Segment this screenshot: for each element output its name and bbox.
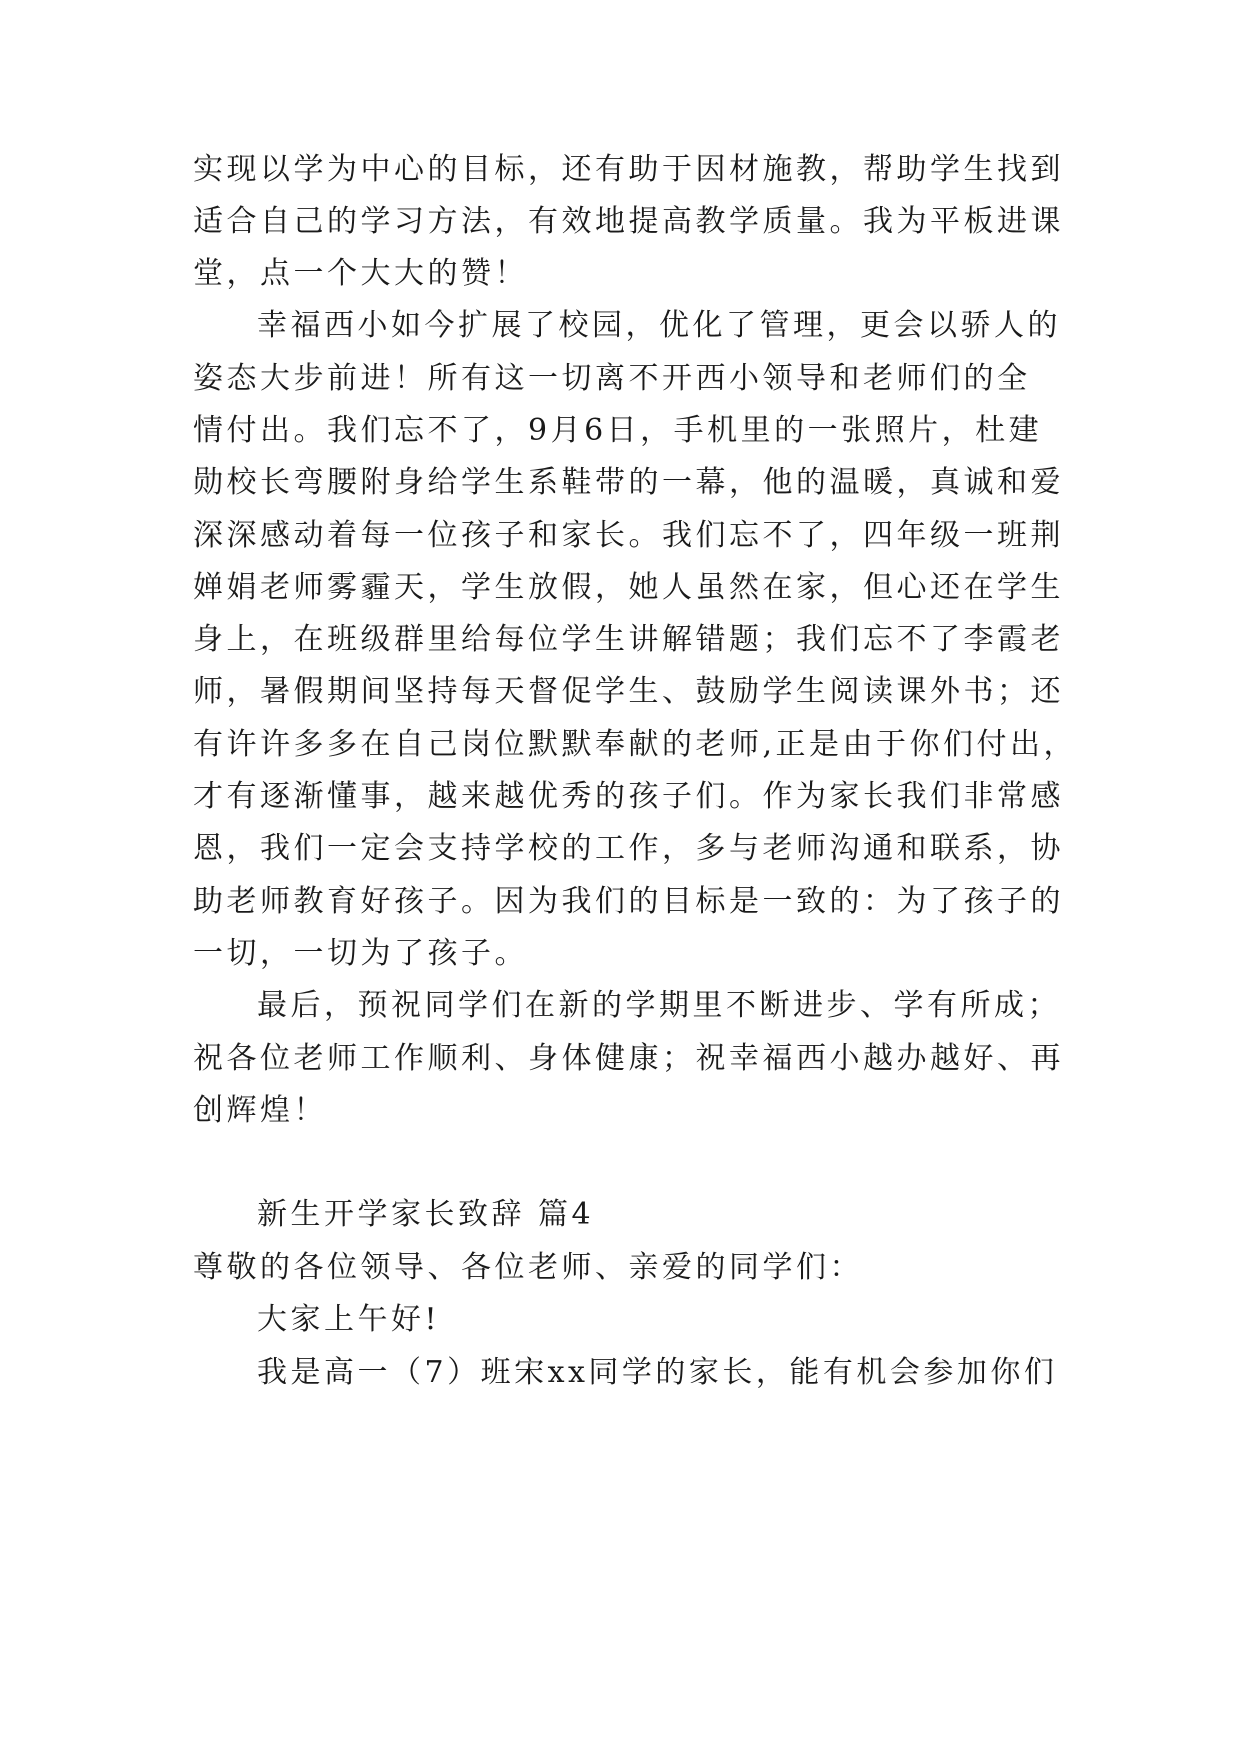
paragraph-2-line-7: 身上，在班级群里给每位学生讲解错题；我们忘不了李霞老 xyxy=(193,622,1064,657)
paragraph-3-line-1: 最后，预祝同学们在新的学期里不断进步、学有所成； xyxy=(257,988,1061,1023)
paragraph-1-line-2: 适合自己的学习方法，有效地提高教学质量。我为平板进课 xyxy=(193,204,1064,239)
paragraph-3-line-3: 创辉煌！ xyxy=(193,1093,327,1128)
paragraph-2-line-12: 助老师教育好孩子。因为我们的目标是一致的：为了孩子的 xyxy=(193,884,1064,919)
paragraph-2-line-2: 姿态大步前进！所有这一切离不开西小领导和老师们的全 xyxy=(193,361,1031,396)
paragraph-1-line-1: 实现以学为中心的目标，还有助于因材施教，帮助学生找到 xyxy=(193,152,1064,187)
paragraph-2-line-13: 一切，一切为了孩子。 xyxy=(193,936,528,971)
paragraph-2-line-10: 才有逐渐懂事，越来越优秀的孩子们。作为家长我们非常感 xyxy=(193,779,1064,814)
paragraph-3-line-2: 祝各位老师工作顺利、身体健康；祝幸福西小越办越好、再 xyxy=(193,1041,1064,1076)
paragraph-1-line-3: 堂，点一个大大的赞！ xyxy=(193,256,528,291)
greeting: 大家上午好! xyxy=(257,1302,441,1337)
paragraph-2-line-11: 恩，我们一定会支持学校的工作，多与老师沟通和联系，协 xyxy=(193,831,1064,866)
paragraph-2-line-4: 勋校长弯腰附身给学生系鞋带的一幕，他的温暖，真诚和爱 xyxy=(193,465,1064,500)
paragraph-2-line-8: 师，暑假期间坚持每天督促学生、鼓励学生阅读课外书；还 xyxy=(193,674,1064,709)
paragraph-2-line-6: 婵娟老师雾霾天，学生放假，她人虽然在家，但心还在学生 xyxy=(193,570,1064,605)
paragraph-2-line-5: 深深感动着每一位孩子和家长。我们忘不了，四年级一班荆 xyxy=(193,518,1064,553)
paragraph-2-line-3: 情付出。我们忘不了，9月6日，手机里的一张照片，杜建 xyxy=(193,413,1043,448)
intro-line: 我是高一（7）班宋xx同学的家长，能有机会参加你们 xyxy=(257,1355,1058,1390)
paragraph-2-line-9: 有许许多多在自己岗位默默奉献的老师,正是由于你们付出， xyxy=(193,727,1078,762)
section-title: 新生开学家长致辞 篇4 xyxy=(257,1197,595,1232)
salutation: 尊敬的各位领导、各位老师、亲爱的同学们： xyxy=(193,1250,863,1285)
paragraph-2-line-1: 幸福西小如今扩展了校园，优化了管理，更会以骄人的 xyxy=(257,308,1061,343)
